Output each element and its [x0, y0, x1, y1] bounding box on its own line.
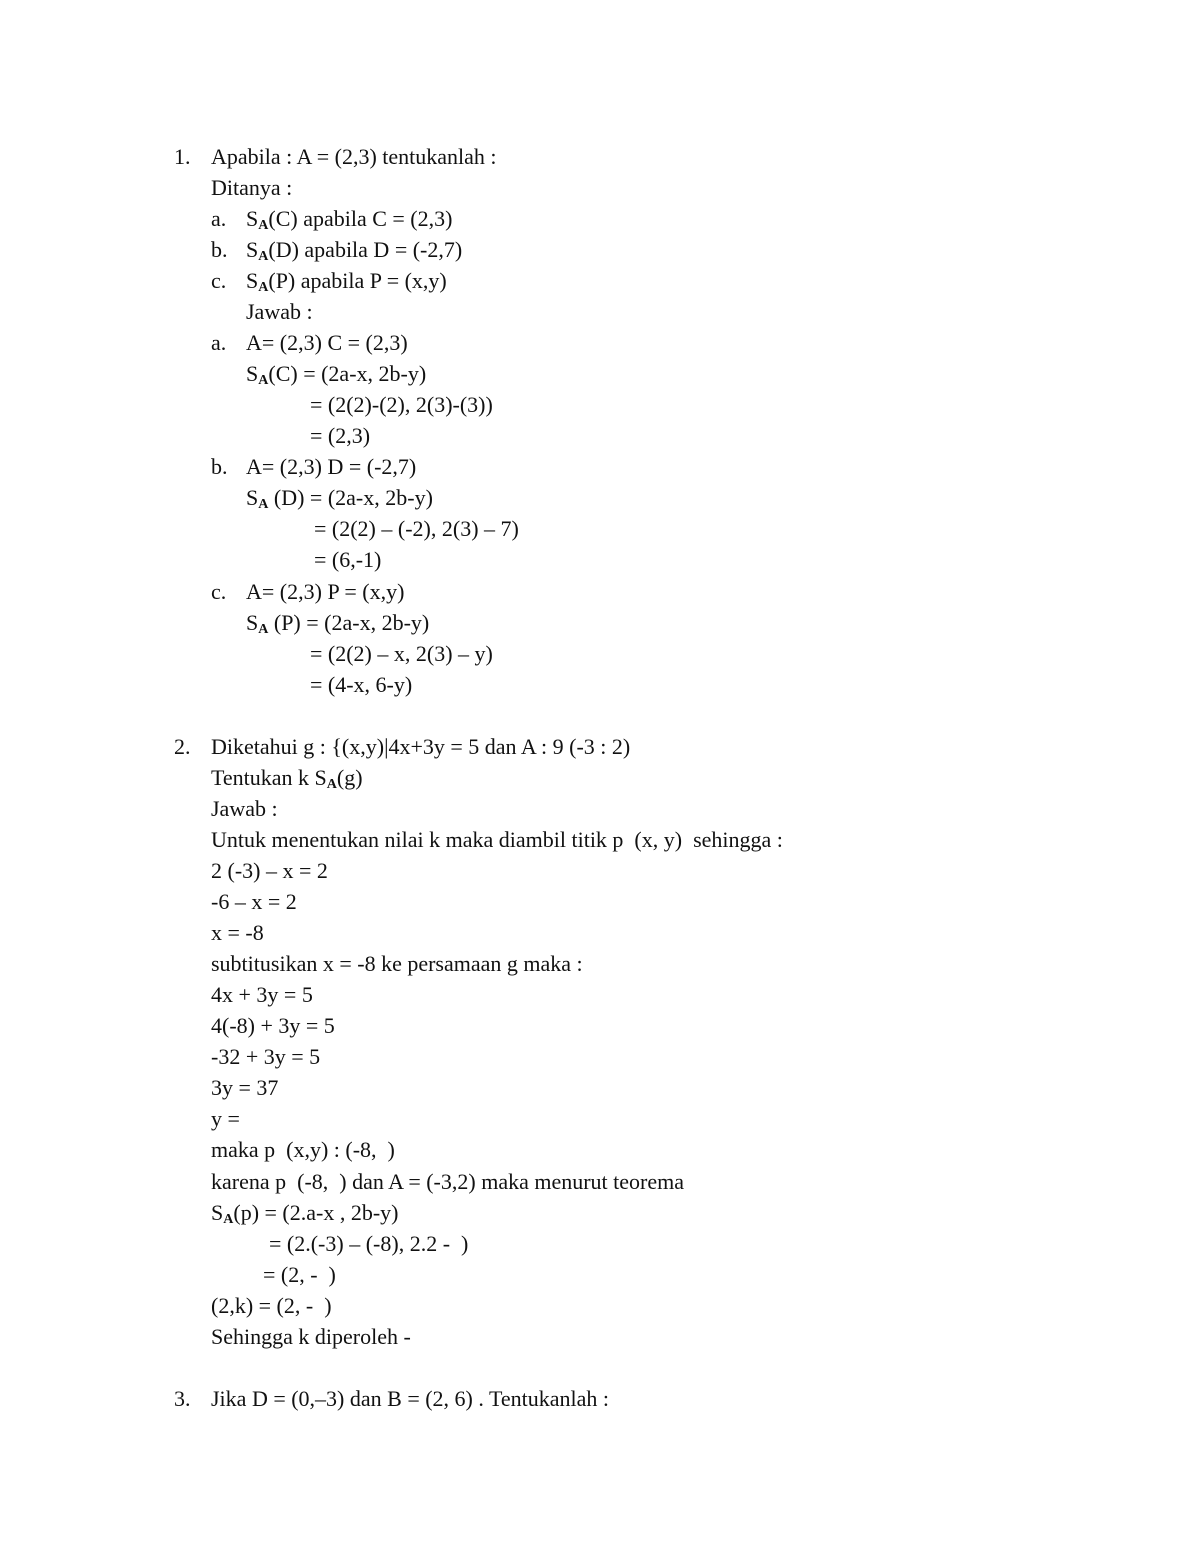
q1-question-c-letter: c.	[211, 268, 227, 293]
q1-answer-b-given: A= (2,3) D = (-2,7)	[246, 454, 417, 479]
q1-answer-c-step1: = (2(2) – x, 2(3) – y)	[310, 641, 493, 666]
q1-question-b-letter: b.	[211, 237, 228, 262]
q3-title: Jika D = (0,–3) dan B = (2, 6) . Tentukanlah :	[211, 1386, 610, 1411]
q1-title: Apabila : A = (2,3) tentukanlah :	[211, 144, 497, 169]
q1-answer-a-step2: = (2,3)	[310, 423, 371, 448]
q1-answer-a-given: A= (2,3) C = (2,3)	[246, 330, 408, 355]
q1-question-a: SA(C) apabila C = (2,3)	[246, 206, 453, 233]
q2-line: karena p (-8, ) dan A = (-3,2) maka menurut teorema	[211, 1169, 685, 1194]
q1-question-c: SA(P) apabila P = (x,y)	[246, 268, 447, 295]
q2-line: 2 (-3) – x = 2	[211, 858, 328, 883]
q2-conclusion: Sehingga k diperoleh -	[211, 1324, 411, 1349]
q2-sp-step1: = (2.(-3) – (-8), 2.2 - )	[269, 1231, 469, 1256]
q1-answer-b-step2: = (6,-1)	[314, 547, 382, 572]
q1-question-a-letter: a.	[211, 206, 227, 231]
q1-answer-c-eq: SA (P) = (2a-x, 2b-y)	[246, 610, 430, 637]
q3-number: 3.	[174, 1386, 191, 1411]
q1-answer-b-eq: SA (D) = (2a-x, 2b-y)	[246, 485, 433, 512]
q1-answer-c-step2: = (4-x, 6-y)	[310, 672, 413, 697]
q2-tentukan: Tentukan k SA(g)	[211, 765, 363, 792]
q1-answer-b-letter: b.	[211, 454, 228, 479]
q2-k-line: (2,k) = (2, - )	[211, 1293, 332, 1318]
q2-line: -32 + 3y = 5	[211, 1044, 321, 1069]
q2-number: 2.	[174, 734, 191, 759]
q2-sp-eq: SA(p) = (2.a-x , 2b-y)	[211, 1200, 399, 1227]
q1-answer-a-letter: a.	[211, 330, 227, 355]
q1-ditanya: Ditanya :	[211, 175, 293, 200]
q1-answer-b-step1: = (2(2) – (-2), 2(3) – 7)	[314, 516, 519, 541]
q1-jawab: Jawab :	[246, 299, 313, 324]
q2-line: x = -8	[211, 920, 264, 945]
q1-answer-c-given: A= (2,3) P = (x,y)	[246, 579, 405, 604]
q2-line: y =	[211, 1106, 240, 1131]
q1-answer-a-eq: SA(C) = (2a-x, 2b-y)	[246, 361, 427, 388]
q1-answer-a-step1: = (2(2)-(2), 2(3)-(3))	[310, 392, 493, 417]
q2-line: maka p (x,y) : (-8, )	[211, 1137, 395, 1162]
q1-answer-c-letter: c.	[211, 579, 227, 604]
q2-sp-step2: = (2, - )	[263, 1262, 336, 1287]
q2-line: 3y = 37	[211, 1075, 279, 1100]
q2-title: Diketahui g : {(x,y)|4x+3y = 5 dan A : 9 (-3 : 2)	[211, 734, 631, 759]
q2-line: 4x + 3y = 5	[211, 982, 313, 1007]
q1-question-b: SA(D) apabila D = (-2,7)	[246, 237, 463, 264]
q2-line: -6 – x = 2	[211, 889, 297, 914]
q1-number: 1.	[174, 144, 191, 169]
q2-jawab: Jawab :	[211, 796, 278, 821]
q2-line: Untuk menentukan nilai k maka diambil titik p (x, y) sehingga :	[211, 827, 783, 852]
q2-line: subtitusikan x = -8 ke persamaan g maka :	[211, 951, 583, 976]
q2-line: 4(-8) + 3y = 5	[211, 1013, 335, 1038]
